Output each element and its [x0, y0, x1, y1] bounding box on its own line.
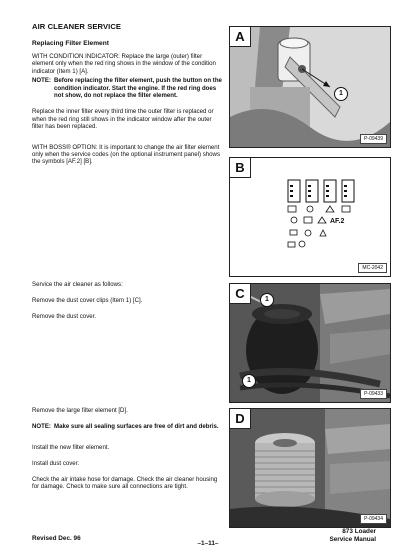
- page-number: –1–11–: [197, 540, 219, 547]
- figure-letter: C: [230, 284, 251, 304]
- figure-d: [229, 408, 391, 528]
- step-remove-filter: Remove the large filter element [D].: [32, 407, 128, 414]
- figure-code: P-09434: [360, 514, 387, 524]
- para-inner-filter: Replace the inner filter every third time the outer filter is replaced or when the red ring still shows in the indicator window after the outer filter has been replaced.: [32, 108, 214, 131]
- figure-code: P-09433: [360, 389, 387, 399]
- note-text: Before replacing the filter element, push the button on the condition indicator. Start the engine. If the red ring does not show, do not replace the filter element.: [54, 77, 222, 100]
- af2-symbol: AF.2: [330, 218, 345, 225]
- figure-a-photo: [230, 27, 390, 147]
- manual-identity: [329, 528, 376, 544]
- figure-letter: A: [230, 27, 251, 47]
- figure-code: MC-2042: [358, 263, 387, 273]
- manual-name: Service Manual: [329, 536, 376, 543]
- step-install-filter: Install the new filter element.: [32, 444, 110, 451]
- step-install-cover: Install dust cover.: [32, 460, 80, 467]
- revision-date: Revised Dec. 96: [32, 535, 81, 542]
- figure-letter: D: [230, 409, 251, 429]
- figure-code: P-09439: [360, 134, 387, 144]
- callout-item-1: 1: [242, 374, 256, 388]
- figure-c: [229, 283, 391, 403]
- note-label: NOTE:: [32, 77, 51, 85]
- instruction-column: [32, 22, 222, 166]
- step-remove-cover: Remove the dust cover.: [32, 313, 97, 320]
- figure-a: [229, 26, 391, 148]
- note-sealing: [32, 423, 222, 430]
- instrument-panel-drawing: [230, 158, 390, 276]
- model-name: 873 Loader: [342, 528, 376, 535]
- figure-letter: B: [230, 158, 251, 178]
- para-condition-indicator: WITH CONDITION INDICATOR: Replace the large (outer) filter element only when the red ring shows in the window of the condition indicator (Item 1) [A].: [32, 53, 216, 75]
- callout-item-1: 1: [260, 293, 274, 307]
- note-condition: [32, 77, 222, 99]
- section-subtitle: Replacing Filter Element: [32, 40, 109, 47]
- step-check-hose: Check the air intake hose for damage. Check the air cleaner housing for damage. Check to make sure all connections are tight.: [32, 476, 218, 491]
- para-boss-option: WITH BOSS® OPTION: It is important to change the air filter element only when the service codes (on the optional instrument panel) shows the symbols [AF.2] [B].: [32, 143, 220, 166]
- figure-d-photo: [230, 409, 390, 527]
- callout-item-1: 1: [334, 87, 348, 101]
- step-remove-clips: Remove the dust cover clips (Item 1) [C].: [32, 297, 143, 304]
- note-label: NOTE:: [32, 423, 51, 430]
- figure-b: [229, 157, 391, 277]
- note-text: Make sure all sealing surfaces are free of dirt and debris.: [54, 423, 219, 430]
- section-title: AIR CLEANER SERVICE: [32, 22, 122, 31]
- service-intro: Service the air cleaner as follows:: [32, 281, 123, 288]
